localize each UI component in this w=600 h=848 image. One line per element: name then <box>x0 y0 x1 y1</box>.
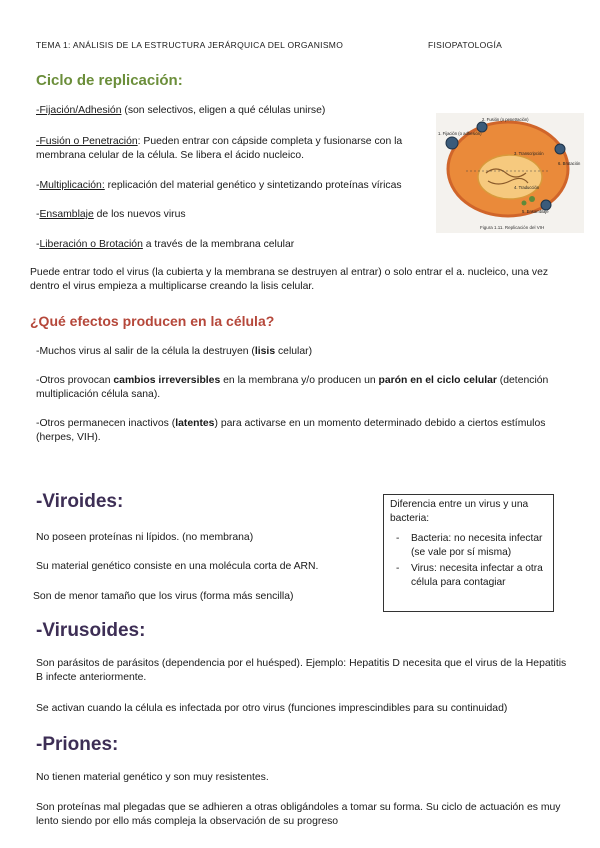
difference-list <box>390 532 547 590</box>
efecto-latentes <box>36 417 596 445</box>
difference-box <box>383 494 554 612</box>
ciclo-item-fusion <box>36 135 446 163</box>
text: de los nuevos virus <box>93 209 186 220</box>
viroides-line-2: Su material genético consiste en una molécula corta de ARN. <box>36 561 319 572</box>
text: ) para activarse en un momento determinado debido a ciertos estímulos <box>214 418 546 429</box>
text: lento siendo por ello más compleja la observación de su progreso <box>36 816 339 827</box>
figure-label-4: 4. Traducción <box>514 185 540 190</box>
figure-label-3: 3. Transcripción <box>514 151 544 156</box>
hiv-replication-illustration <box>436 113 584 233</box>
section-title-ciclo: Ciclo de replicación: <box>36 72 183 89</box>
text: (son selectivos, eligen a qué células unirse) <box>121 105 326 116</box>
efecto-cambios <box>36 374 596 402</box>
text: -Muchos virus al salir de la célula la destruyen ( <box>36 346 255 357</box>
text: -Otros permanecen inactivos ( <box>36 418 176 429</box>
figure-label-1: 1. Fijación (o adhesión) <box>438 131 482 136</box>
header-topic: TEMA 1: ANÁLISIS DE LA ESTRUCTURA JERÁRQUICA DEL ORGANISMO <box>36 40 344 50</box>
text: Diferencia entre un virus y una <box>390 499 529 510</box>
term: -Fijación/Adhesión <box>36 105 122 116</box>
header-subject: FISIOPATOLOGÍA <box>428 40 503 50</box>
term: -Fusión o Penetración <box>36 136 138 147</box>
section-title-priones: -Priones: <box>36 734 119 755</box>
text: (herpes, VIH). <box>36 432 101 443</box>
viroides-line-1: No poseen proteínas ni lípidos. (no membrana) <box>36 532 254 543</box>
difference-item-virus: - Virus: necesita infectar a otra célula para contagiar <box>390 562 547 590</box>
text: B infecte anteriormente. <box>36 672 147 683</box>
ciclo-item-liberacion <box>36 238 294 252</box>
figure-label-6: 6. Brotación <box>558 161 581 166</box>
text: Son parásitos de parásitos (dependencia por el huésped). Ejemplo: Hepatitis D necesita que el virus de la Hepatitis <box>36 658 567 669</box>
virusoides-paragraph-1 <box>36 657 596 685</box>
efecto-lisis <box>36 345 312 359</box>
text-bold: parón en el ciclo celular <box>378 375 497 386</box>
text: multiplicación célula sana). <box>36 389 161 400</box>
ciclo-item-fijacion <box>36 104 325 118</box>
term: Ensamblaje <box>39 209 94 220</box>
text: - <box>36 180 40 191</box>
figure-label-5: 5. Ensamblaje <box>522 209 549 214</box>
text: dentro el virus empieza a multiplicarse creando la lisis celular. <box>30 281 315 292</box>
text: celular) <box>275 346 313 357</box>
term: Multiplicación: <box>39 180 105 191</box>
text: membrana celular de la célula. Se libera el ácido nucleico. <box>36 150 304 161</box>
difference-title <box>390 498 547 526</box>
virusoides-paragraph-2: Se activan cuando la célula es infectada por otro virus (funciones imprescindibles para su continuidad) <box>36 703 508 714</box>
term: Liberación o Brotación <box>39 239 143 250</box>
text: Puede entrar todo el virus (la cubierta y la membrana se destruyen al entrar) o solo entrar el a. nucleico, una vez <box>30 267 549 278</box>
section-title-virusoides: -Virusoides: <box>36 620 146 641</box>
figure-label-2: 2. Fusión (o penetración) <box>482 117 529 122</box>
text: bacteria: <box>390 513 430 524</box>
text: - <box>36 239 40 250</box>
priones-paragraph-2 <box>36 801 596 829</box>
text: - <box>36 209 40 220</box>
page-header <box>36 40 566 50</box>
difference-item-bacteria: - Bacteria: no necesita infectar (se vale por sí misma) <box>390 532 547 560</box>
priones-line-1: No tienen material genético y son muy resistentes. <box>36 772 269 783</box>
ciclo-item-multiplicacion <box>36 179 402 193</box>
section-title-viroides: -Viroides: <box>36 491 124 512</box>
text: replicación del material genético y sintetizando proteínas víricas <box>104 180 402 191</box>
ciclo-paragraph <box>30 266 590 294</box>
hiv-replication-figure <box>436 113 584 233</box>
text: en la membrana y/o producen un <box>220 375 379 386</box>
text: (detención <box>496 375 549 386</box>
ciclo-item-ensamblaje <box>36 208 186 222</box>
text-bold: latentes <box>175 418 215 429</box>
viroides-line-3: Son de menor tamaño que los virus (forma más sencilla) <box>33 591 294 602</box>
text: : Pueden entrar con cápside completa y fusionarse con la <box>137 136 403 147</box>
figure-caption: Figura 1.11. Replicación del VIH <box>480 225 545 230</box>
text-bold: lisis <box>254 346 276 357</box>
section-title-efectos: ¿Qué efectos producen en la célula? <box>30 313 275 329</box>
text: -Otros provocan <box>36 375 114 386</box>
text: Son proteínas mal plegadas que se adhieren a otras obligándoles a tomar su forma. Su ciclo de actuación es muy <box>36 802 561 813</box>
text-bold: cambios irreversibles <box>113 375 221 386</box>
text: a través de la membrana celular <box>142 239 295 250</box>
